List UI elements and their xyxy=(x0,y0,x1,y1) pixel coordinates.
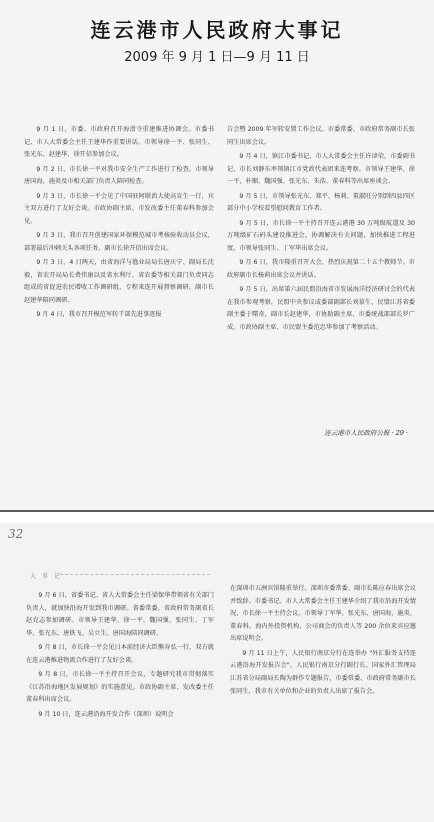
paragraph: 9 月 4 日，我市召开模范军转干部先进事迹报 xyxy=(36,311,162,319)
document-title: 连云港市人民政府大事记 xyxy=(90,18,344,42)
gazette-footer: 连云港市人民政府公报 · 29 · xyxy=(324,429,408,437)
upper-left-column xyxy=(24,124,214,324)
paragraph: 9 月 5 日，市长徐一平主持召开连云港港 30 万吨级航道及 30 万吨级矿石码头建设推进会，协调解决有关问题，加快推进工程进度。市领导张同生、丁军华出席会议。 xyxy=(227,219,415,252)
paragraph: 9 月 3 日，我市召开创建国家环保模范城市考核验收动员会议，部署最后冲刺关头各项任务。副市长徐开信出席会议。 xyxy=(24,232,214,252)
paragraph: 9 月 5 日，出席第六届民盟沿海省市发展海洋经济研讨会的代表在我市参观考察，民盟中央参议或委部副部长刘慕生，民盟江苏省委副主委于曙奇，副市长赵建华，市协助副主席、市委统战部部长罗广成，市政协副主席、市民盟主委范忠华参加了考察活动。 xyxy=(227,286,415,331)
section-rule xyxy=(60,574,210,575)
paragraph: 9 月 2 日，市长徐一平对我市安全生产工作进行了检查。市领导唐国海、施炎及市相关部门负责人陪同检查。 xyxy=(24,165,214,186)
document-date-range: 2009 年 9 月 1 日—9 月 11 日 xyxy=(124,50,310,65)
page-number: 32 xyxy=(8,527,24,541)
paragraph: 9 月 6 日，省委书记、省人大常委会主任梁保华带领省有关部门负责人，就加快沿海开发到我市调研。省委常委、省政府常务副省长赵克志参加调研。市领导王建华、徐一平、魏国强、张同生、丁军华、张光东、唐铁飞、吴立生、唐国海陪同调研。 xyxy=(26,592,214,637)
paragraph: 9 月 11 日上午，人民银行南京分行在连举办 "外汇服务支持连云港沿海开发报告会"。人民银行南京分行副行长、国家外汇管理局江苏省分局副局长陶为群作专题报告，市委常委、市政府常务副市长张同生，我市有关单位和企业的负责人出席了报告会。 xyxy=(230,649,416,695)
paragraph: 9 月 8 日，市长徐一平会见日本前经济大臣熊谷弘一行，双方就在连云港推进物流合作进行了友好会谈。 xyxy=(26,644,214,664)
lower-left-column xyxy=(26,590,214,723)
paragraph: 9 月 6 日，我市隆重召开大会，热烈庆祝第二十五个教师节。市政府副市长杨莉出席会议并讲话。 xyxy=(227,259,415,279)
paragraph: 告会暨 2009 年军转安置工作会议。市委常委、市政府常务副市长张同生出席会议。 xyxy=(227,126,415,146)
upper-right-column xyxy=(227,124,415,336)
section-label: 大 事 记 xyxy=(30,573,62,580)
paragraph: 9 月 1 日，市委、市政府召开海滑寺重建推进协调会。市委书记、市人大常委会主任王建华作重要讲话。市领导徐一平、张同生、张光东、赵建华、徐开信参加会议。 xyxy=(24,126,214,159)
paragraph: 在深圳市五洲宾馆隆重举行。深圳市委常委、副市长陈应春出席会议并致辞。市委书记、市人大常委会主任王建华介绍了我市沿海开发情况，市长徐一平主持会议。市领导丁军华、张光东、唐国海、施炎、董春科，海内外投资机构、公司商会的负责人等 200 余位来宾应邀出席说明会。 xyxy=(230,585,416,643)
paragraph: 9 月 8 日，市长徐一平主持召开会议，专题研究我市贯彻落实《江苏沿海地区发展规划》的实施意见。市政协副主席、发改委主任董春科出席会议。 xyxy=(26,671,214,704)
paragraph: 9 月 10 日，连云港沿海开发合作（深圳）说明会 xyxy=(38,710,174,718)
paragraph: 9 月 5 日，市领导张光东、郑平、杨莉、董淑旺分别到四县四区部分中小学校看望慰问教育工作者。 xyxy=(227,192,415,213)
paragraph: 9 月 3 日、4 日两天，由省海洋与渔业局局长唐庆宁、副局长沈毅，省农开局局长费伟康以及省水利厅、省农委等相关部门负责同志组成的省促进农民增收工作调研组，专程来连开展督察调研。副市长赵建华陪同调研。 xyxy=(24,259,214,304)
lower-right-column xyxy=(230,583,416,700)
paragraph: 9 月 4 日，镇江市委书记、市人大常委会主任许津荣，市委副书记、市长刘静东率领镇江市党政代表团来连考察。市领导王建华、徐一平、朴顺、魏国强、张光东、朱浩、董春科等出席座谈会。 xyxy=(227,152,415,186)
paragraph: 9 月 3 日，市长徐一平会见了中国驻阿联酋大使高育生一行，宾主双方进行了友好会谈。市政协副主席、市发改委主任董春科参加会见。 xyxy=(24,192,214,225)
